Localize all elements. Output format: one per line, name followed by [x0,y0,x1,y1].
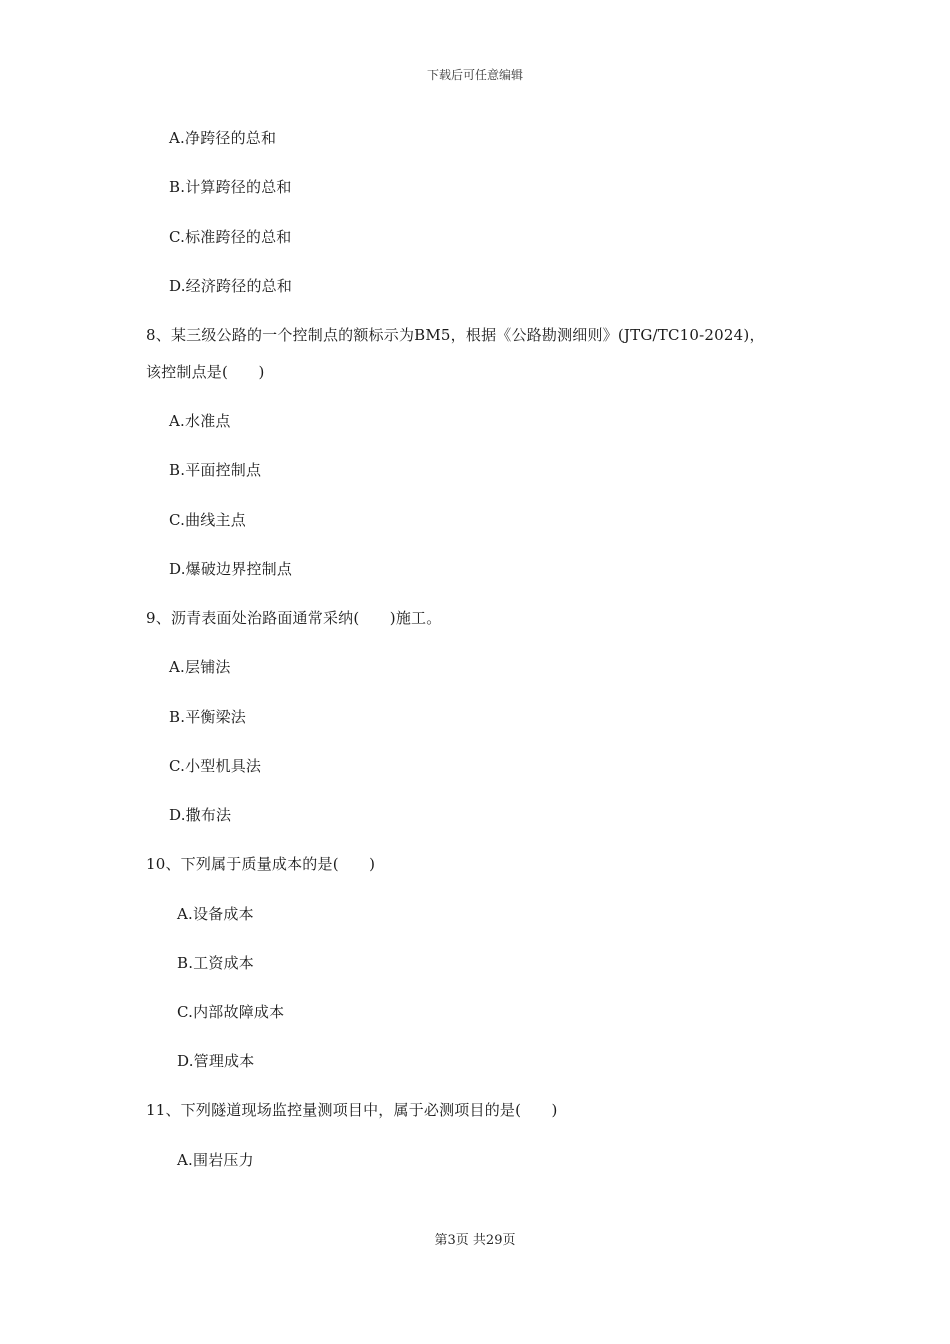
option-b: B.计算跨径的总和 [169,178,292,196]
question-9-option-b: B.平衡梁法 [169,708,246,726]
question-9-option-c: C.小型机具法 [169,757,262,775]
option-c: C.标准跨径的总和 [169,228,292,246]
question-9-option-d: D.撒布法 [169,806,232,824]
question-10-option-b: B.工资成本 [177,954,254,972]
question-11-option-a: A.围岩压力 [177,1151,254,1169]
question-10-option-d: D.管理成本 [177,1052,255,1070]
question-8-option-c: C.曲线主点 [169,511,246,529]
question-9-option-a: A.层铺法 [169,658,231,676]
question-8-line-1: 8、某三级公路的一个控制点的额标示为BM5，根据《公路勘测细则》(JTG/TC10-2024)， [146,326,765,344]
option-a: A.净跨径的总和 [169,129,277,147]
question-11: 11、下列隧道现场监控量测项目中，属于必测项目的是( ) [146,1101,558,1119]
question-10: 10、下列属于质量成本的是( ) [146,855,376,873]
question-8-option-d: D.爆破边界控制点 [169,560,293,578]
question-8-line-2: 该控制点是( ) [146,363,265,381]
question-9: 9、沥青表面处治路面通常采纳( )施工。 [146,609,442,627]
page-footer: 第3页 共29页 [434,1233,516,1248]
page-header: 下载后可任意编辑 [426,68,523,82]
question-8-option-a: A.水准点 [169,412,231,430]
option-d: D.经济跨径的总和 [169,277,293,295]
question-8-option-b: B.平面控制点 [169,461,262,479]
question-10-option-a: A.设备成本 [177,905,254,923]
question-10-option-c: C.内部故障成本 [177,1003,285,1021]
